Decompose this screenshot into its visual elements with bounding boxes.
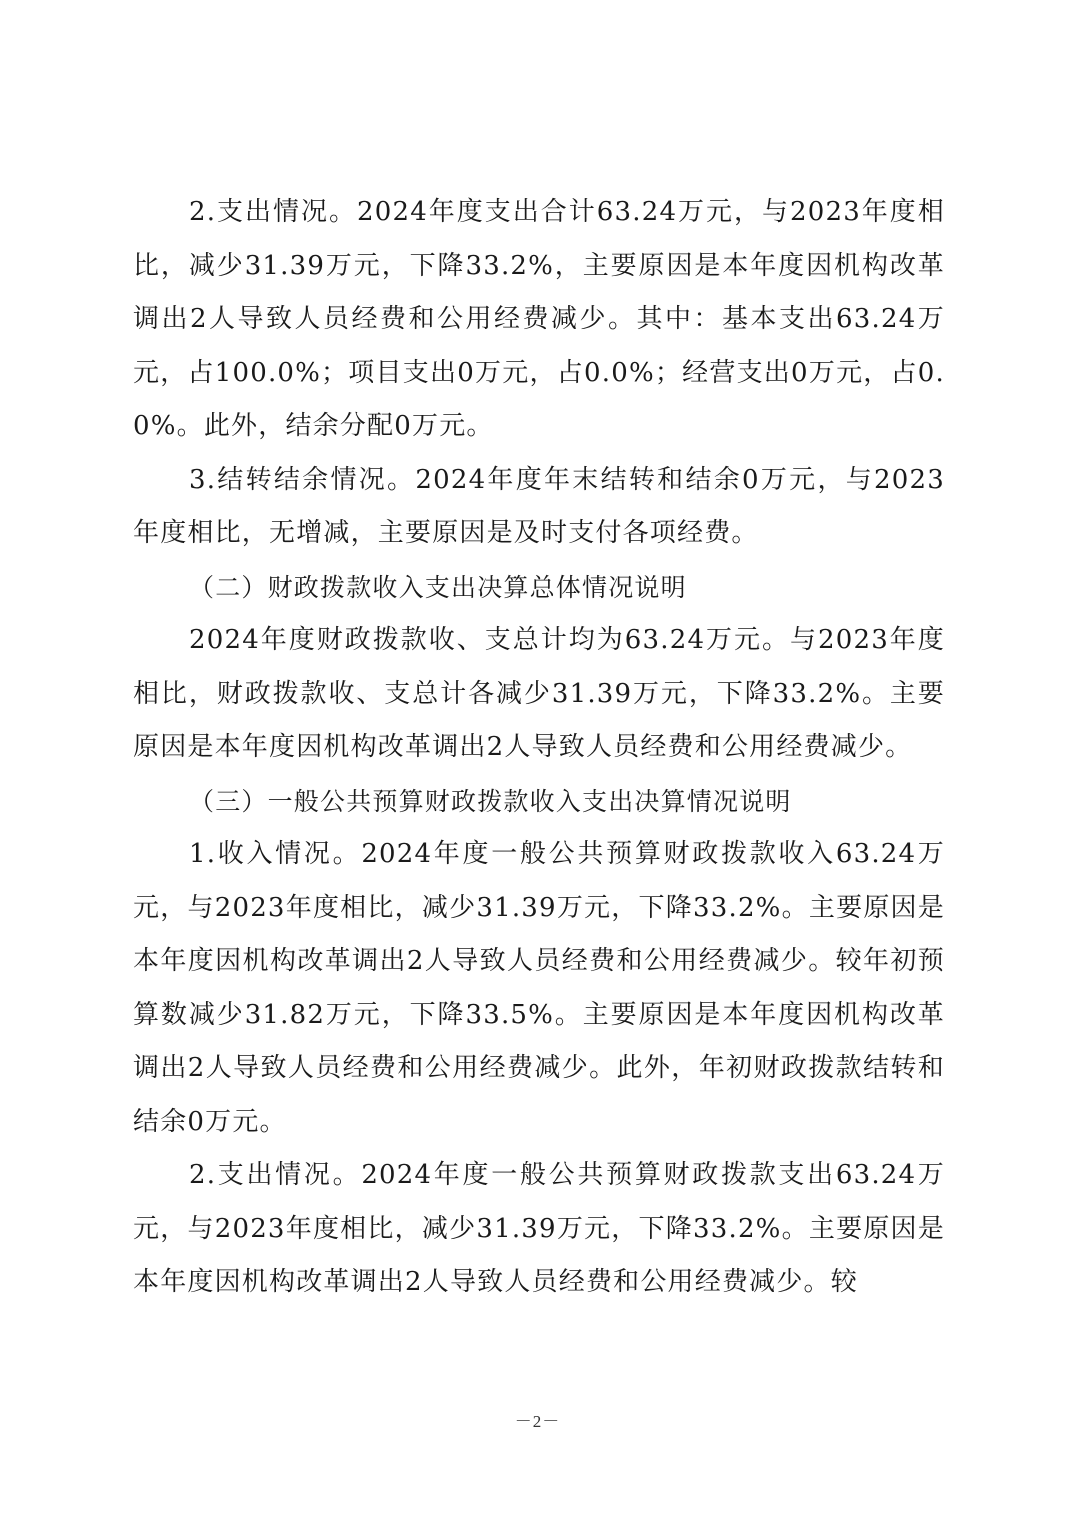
section-heading-2: （二）财政拨款收入支出决算总体情况说明 bbox=[189, 572, 687, 602]
paragraph-fiscal-overview: 2024年度财政拨款收、支总计均为63.24万元。与2023年度相比，财政拨款收、支总计各减少31.39万元，下降33.2%。主要原因是本年度因机构改革调出2人导致人员经费和公用经费减少。 bbox=[133, 625, 945, 762]
section-heading-3: （三）一般公共预算财政拨款收入支出决算情况说明 bbox=[189, 786, 792, 816]
paragraph-carryover: 3.结转结余情况。2024年度年末结转和结余0万元，与2023年度相比，无增减，主要原因是及时支付各项经费。 bbox=[133, 464, 945, 548]
paragraph-general-income: 1.收入情况。2024年度一般公共预算财政拨款收入63.24万元，与2023年度相比，减少31.39万元，下降33.2%。主要原因是本年度因机构改革调出2人导致人员经费和公用经费减少。较年初预算数减少31.82万元，下降33.5%。主要原因是本年度因机构改革调出2人导致人员经费和公用经费减少。此外，年初财政拨款结转和结余0万元。 bbox=[133, 839, 945, 1137]
document-body bbox=[133, 186, 945, 1310]
page-number: －2－ bbox=[514, 1412, 561, 1431]
paragraph-general-expenditure: 2.支出情况。2024年度一般公共预算财政拨款支出63.24万元，与2023年度相比，减少31.39万元，下降33.2%。主要原因是本年度因机构改革调出2人导致人员经费和公用经费减少。较 bbox=[133, 1160, 945, 1297]
paragraph-expenditure: 2.支出情况。2024年度支出合计63.24万元，与2023年度相比，减少31.39万元，下降33.2%，主要原因是本年度因机构改革调出2人导致人员经费和公用经费减少。其中：基本支出63.24万元，占100.0%；项目支出0万元，占0.0%；经营支出0万元，占0.0%。此外，结余分配0万元。 bbox=[133, 197, 945, 441]
